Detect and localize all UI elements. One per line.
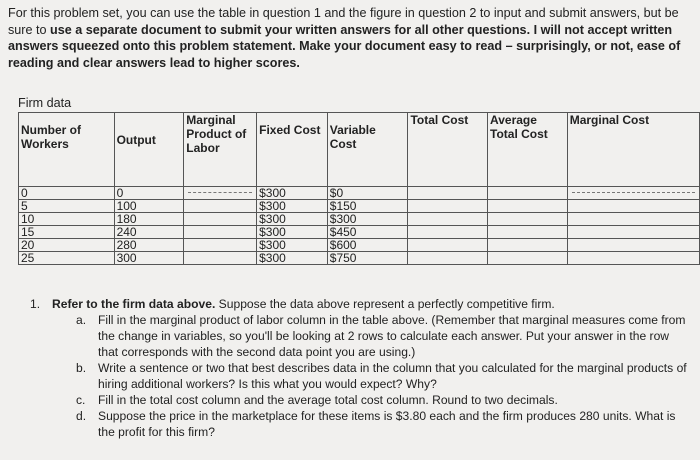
not-applicable-dash	[572, 192, 695, 193]
subquestion-letter: c.	[76, 393, 86, 407]
workers-cell: 25	[19, 252, 115, 265]
instructions-paragraph	[8, 5, 698, 71]
question-number: 1.	[30, 297, 41, 311]
variable-cost-cell: $150	[327, 200, 408, 213]
subquestion-a	[76, 312, 690, 360]
header-variable-cost: Variable Cost	[327, 113, 408, 187]
average-total-cost-cell[interactable]	[488, 252, 568, 265]
total-cost-cell[interactable]	[408, 187, 488, 200]
mpl-cell[interactable]	[184, 226, 257, 239]
total-cost-cell[interactable]	[408, 213, 488, 226]
subquestion-letter: d.	[76, 409, 87, 423]
mpl-cell[interactable]	[184, 239, 257, 252]
variable-cost-cell: $750	[327, 252, 408, 265]
mpl-cell[interactable]	[184, 252, 257, 265]
not-applicable-dash	[188, 192, 252, 193]
table-row	[19, 226, 700, 239]
subquestion-d	[76, 408, 690, 440]
subquestion-text: Fill in the total cost column and the average total cost column. Round to two decimals.	[98, 393, 558, 407]
header-marginal-cost: Marginal Cost	[567, 113, 699, 187]
marginal-cost-cell[interactable]	[567, 226, 699, 239]
workers-cell: 20	[19, 239, 115, 252]
table-header-row	[19, 113, 700, 187]
fixed-cost-cell: $300	[257, 187, 328, 200]
question-1	[30, 296, 690, 312]
workers-cell: 10	[19, 213, 115, 226]
firm-data-table	[18, 112, 700, 265]
header-marginal-product: Marginal Product of Labor	[184, 113, 257, 187]
firm-data-label: Firm data	[18, 96, 72, 110]
table-row	[19, 252, 700, 265]
subquestion-text: Fill in the marginal product of labor column in the table above. (Remember that marginal measures come from the change in variables, so you'll be looking at 2 rows to calculate each answer. Put your answer in the row that corresponds with the second data point you are using.)	[98, 313, 686, 359]
workers-cell: 5	[19, 200, 115, 213]
table-row	[19, 200, 700, 213]
marginal-cost-cell[interactable]	[567, 239, 699, 252]
marginal-cost-cell[interactable]	[567, 252, 699, 265]
fixed-cost-cell: $300	[257, 239, 328, 252]
instructions-bold-2: I will not accept written answers squeezed onto this problem statement. Make your document easy to read – surprisingly, or not, ease of reading and clear answers lead to higher scores.	[8, 22, 681, 70]
header-average-total-cost: Average Total Cost	[488, 113, 568, 187]
average-total-cost-cell[interactable]	[488, 239, 568, 252]
output-cell: 0	[114, 187, 184, 200]
output-cell: 100	[114, 200, 184, 213]
fixed-cost-cell: $300	[257, 252, 328, 265]
question-list	[30, 296, 690, 440]
subquestion-text: Suppose the price in the marketplace for these items is $3.80 each and the firm produces 280 units. What is the profit for this firm?	[98, 409, 676, 439]
mpl-cell[interactable]	[184, 187, 257, 200]
table-row	[19, 187, 700, 200]
mpl-cell[interactable]	[184, 200, 257, 213]
header-total-cost: Total Cost	[408, 113, 488, 187]
average-total-cost-cell[interactable]	[488, 213, 568, 226]
header-number-of-workers: Number of Workers	[19, 113, 115, 187]
table-row	[19, 213, 700, 226]
total-cost-cell[interactable]	[408, 226, 488, 239]
fixed-cost-cell: $300	[257, 200, 328, 213]
total-cost-cell[interactable]	[408, 252, 488, 265]
header-fixed-cost: Fixed Cost	[257, 113, 328, 187]
variable-cost-cell: $450	[327, 226, 408, 239]
output-cell: 240	[114, 226, 184, 239]
instructions-text-1: For this problem set, you can use the table in question 1 and the figure in question 2 to input and submit answers, but be sure to	[8, 6, 679, 37]
header-output: Output	[114, 113, 184, 187]
average-total-cost-cell[interactable]	[488, 187, 568, 200]
marginal-cost-cell[interactable]	[567, 200, 699, 213]
instructions-bold-1: use a separate document to submit your written answers for all other questions.	[50, 22, 531, 37]
variable-cost-cell: $0	[327, 187, 408, 200]
question-1-text	[52, 296, 555, 312]
subquestion-text: Write a sentence or two that best describes data in the column that you calculated for the marginal products of hiring additional workers? Is this what you would expect? Why?	[98, 361, 687, 391]
output-cell: 300	[114, 252, 184, 265]
fixed-cost-cell: $300	[257, 226, 328, 239]
average-total-cost-cell[interactable]	[488, 200, 568, 213]
fixed-cost-cell: $300	[257, 213, 328, 226]
total-cost-cell[interactable]	[408, 200, 488, 213]
question-1-bold: Refer to the firm data above.	[52, 297, 216, 311]
output-cell: 280	[114, 239, 184, 252]
average-total-cost-cell[interactable]	[488, 226, 568, 239]
variable-cost-cell: $300	[327, 213, 408, 226]
output-cell: 180	[114, 213, 184, 226]
subquestion-letter: a.	[76, 313, 87, 327]
mpl-cell[interactable]	[184, 213, 257, 226]
subquestion-b	[76, 360, 690, 392]
marginal-cost-cell[interactable]	[567, 187, 699, 200]
total-cost-cell[interactable]	[408, 239, 488, 252]
question-1-rest: Suppose the data above represent a perfectly competitive firm.	[215, 297, 555, 311]
workers-cell: 15	[19, 226, 115, 239]
table-row	[19, 239, 700, 252]
marginal-cost-cell[interactable]	[567, 213, 699, 226]
subquestion-c	[76, 392, 690, 408]
variable-cost-cell: $600	[327, 239, 408, 252]
workers-cell: 0	[19, 187, 115, 200]
subquestion-letter: b.	[76, 361, 87, 375]
